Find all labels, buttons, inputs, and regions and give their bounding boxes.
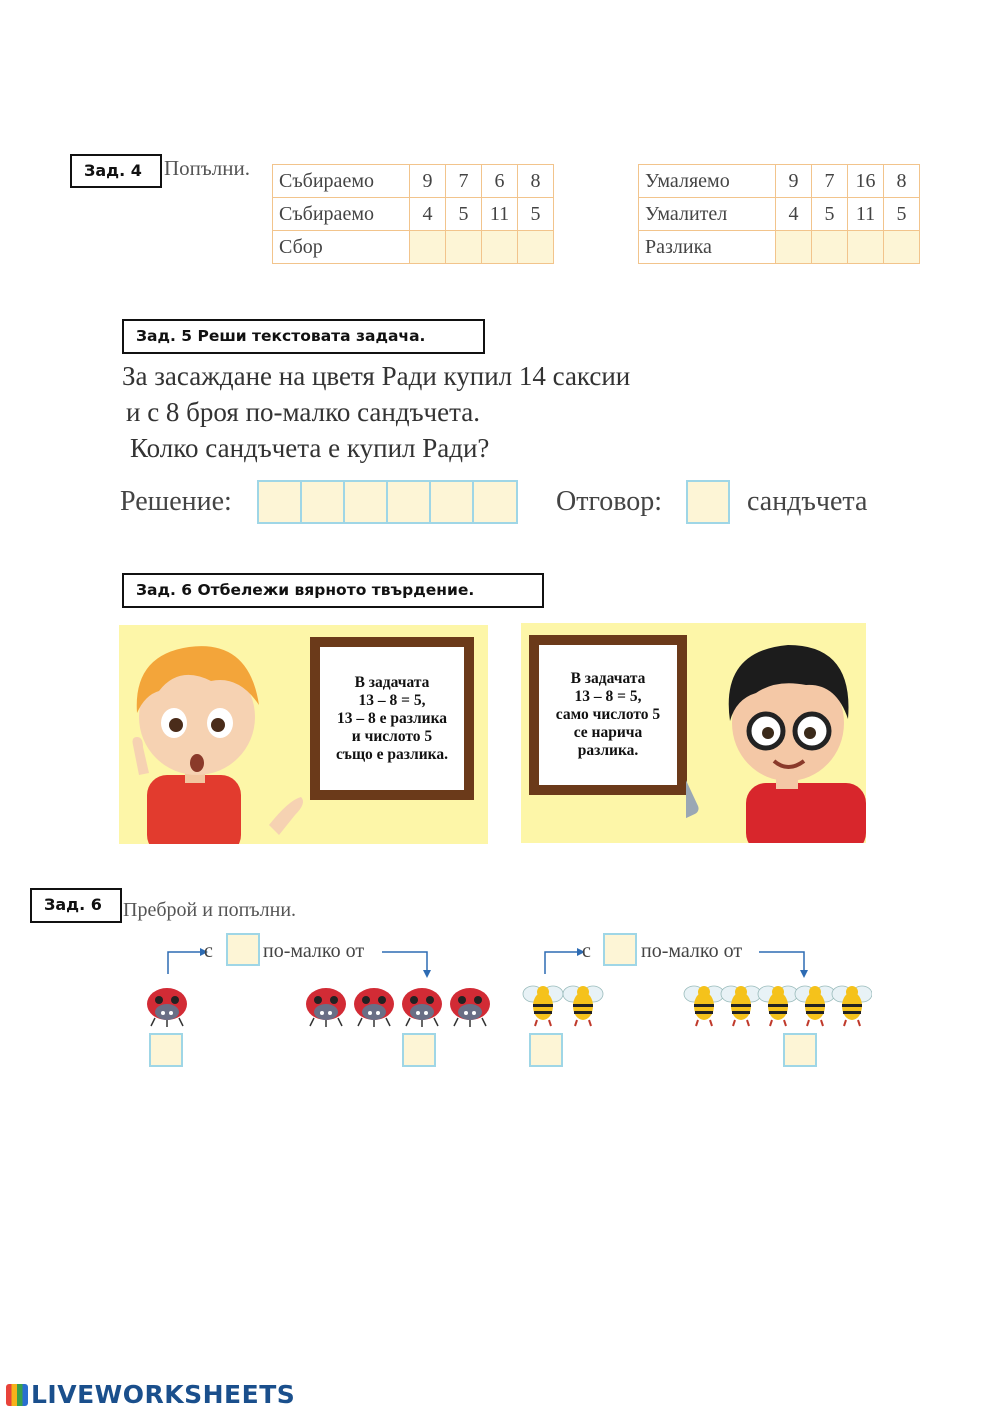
solution-label: Решение: — [120, 486, 232, 517]
table-row — [273, 231, 554, 264]
difference-answer-input[interactable] — [848, 231, 884, 264]
left-phrase: по-малко от — [263, 940, 365, 962]
bee-icon — [684, 986, 724, 1026]
bees-group-left — [520, 978, 610, 1028]
right-phrase: по-малко от — [641, 940, 743, 962]
task5-tag: Зад. 5 Реши текстовата задача. — [122, 319, 485, 354]
right-difference-input[interactable] — [603, 933, 637, 966]
row-label: Събираемо — [273, 198, 410, 231]
answer-label: Отговор: — [556, 486, 663, 517]
problem-line: За засаждане на цветя Ради купил 14 саксии — [122, 361, 631, 391]
bee-icon — [795, 986, 835, 1026]
row-label: Умалител — [639, 198, 776, 231]
difference-answer-input[interactable] — [776, 231, 812, 264]
table-row — [639, 198, 920, 231]
bee-icon — [523, 986, 563, 1026]
boy-glasses-illustration — [686, 623, 866, 843]
liveworksheets-logo — [6, 1380, 295, 1409]
subtraction-table — [638, 164, 920, 264]
row-label: Умаляемо — [639, 165, 776, 198]
table-cell: 9 — [776, 165, 812, 198]
sum-answer-input[interactable] — [446, 231, 482, 264]
table-cell: 5 — [446, 198, 482, 231]
ladybug-count-right-input[interactable] — [402, 1033, 436, 1067]
table-cell: 5 — [812, 198, 848, 231]
statement-panel-left[interactable] — [119, 625, 488, 844]
statement-panel-right[interactable] — [521, 623, 866, 843]
ladybug-icon — [147, 988, 187, 1027]
difference-answer-input[interactable] — [884, 231, 920, 264]
table-cell: 5 — [884, 198, 920, 231]
table-row — [273, 198, 554, 231]
bee-icon — [563, 986, 603, 1026]
table-cell: 7 — [812, 165, 848, 198]
logo-mark-icon — [6, 1384, 28, 1406]
statement-text-left: В задачата 13 – 8 = 5, 13 – 8 е разлика и числото 5 също е разлика. — [336, 673, 448, 763]
ladybugs-group-right — [302, 978, 502, 1028]
problem-line: Колко сандъчета е купил Ради? — [130, 433, 490, 463]
ladybug-count-left-input[interactable] — [149, 1033, 183, 1067]
table-cell: 6 — [482, 165, 518, 198]
task6a-tag: Зад. 6 Отбележи вярното твърдение. — [122, 573, 544, 608]
task6b-tag: Зад. 6 — [30, 888, 122, 923]
ladybugs-group-left — [140, 978, 200, 1028]
sum-answer-input[interactable] — [482, 231, 518, 264]
bee-count-left-input[interactable] — [529, 1033, 563, 1067]
table-cell: 9 — [410, 165, 446, 198]
solution-input-2[interactable] — [300, 480, 345, 524]
word-problem — [122, 358, 630, 466]
solution-input-3[interactable] — [343, 480, 388, 524]
table-cell: 8 — [884, 165, 920, 198]
task6b-instruction: Преброй и попълни. — [123, 899, 297, 921]
ladybug-icon — [306, 988, 346, 1027]
bee-icon — [758, 986, 798, 1026]
task4-instruction: Попълни. — [164, 156, 250, 180]
boy-blond-illustration — [119, 625, 319, 844]
left-difference-input[interactable] — [226, 933, 260, 966]
statement-frame-right — [529, 635, 687, 795]
table-cell: 11 — [848, 198, 884, 231]
sum-answer-input[interactable] — [518, 231, 554, 264]
task4-tag: Зад. 4 — [70, 154, 162, 188]
sum-answer-input[interactable] — [410, 231, 446, 264]
answer-input[interactable] — [686, 480, 730, 524]
bee-icon — [721, 986, 761, 1026]
difference-answer-input[interactable] — [812, 231, 848, 264]
answer-unit: сандъчета — [747, 486, 868, 517]
ladybug-icon — [450, 988, 490, 1027]
right-c-label: с — [582, 940, 591, 962]
logo-text: LIVEWORKSHEETS — [31, 1380, 296, 1409]
bee-count-right-input[interactable] — [783, 1033, 817, 1067]
solution-input-5[interactable] — [429, 480, 474, 524]
addition-table — [272, 164, 554, 264]
solution-input-6[interactable] — [472, 480, 518, 524]
row-label: Разлика — [639, 231, 776, 264]
table-cell: 16 — [848, 165, 884, 198]
table-row — [639, 165, 920, 198]
table-cell: 5 — [518, 198, 554, 231]
table-cell: 11 — [482, 198, 518, 231]
table-cell: 4 — [776, 198, 812, 231]
table-row — [273, 165, 554, 198]
solution-input-1[interactable] — [257, 480, 302, 524]
row-label: Сбор — [273, 231, 410, 264]
ladybug-icon — [354, 988, 394, 1027]
problem-line: и с 8 броя по-малко сандъчета. — [126, 397, 480, 427]
table-cell: 8 — [518, 165, 554, 198]
table-cell: 4 — [410, 198, 446, 231]
statement-frame-left — [310, 637, 474, 800]
statement-text-right: В задачата 13 – 8 = 5, само числото 5 се нарича разлика. — [555, 670, 661, 759]
solution-input-4[interactable] — [386, 480, 431, 524]
ladybug-icon — [402, 988, 442, 1027]
left-c-label: с — [204, 940, 213, 962]
row-label: Събираемо — [273, 165, 410, 198]
table-row — [639, 231, 920, 264]
bees-group-right — [682, 978, 872, 1028]
table-cell: 7 — [446, 165, 482, 198]
bee-icon — [832, 986, 872, 1026]
